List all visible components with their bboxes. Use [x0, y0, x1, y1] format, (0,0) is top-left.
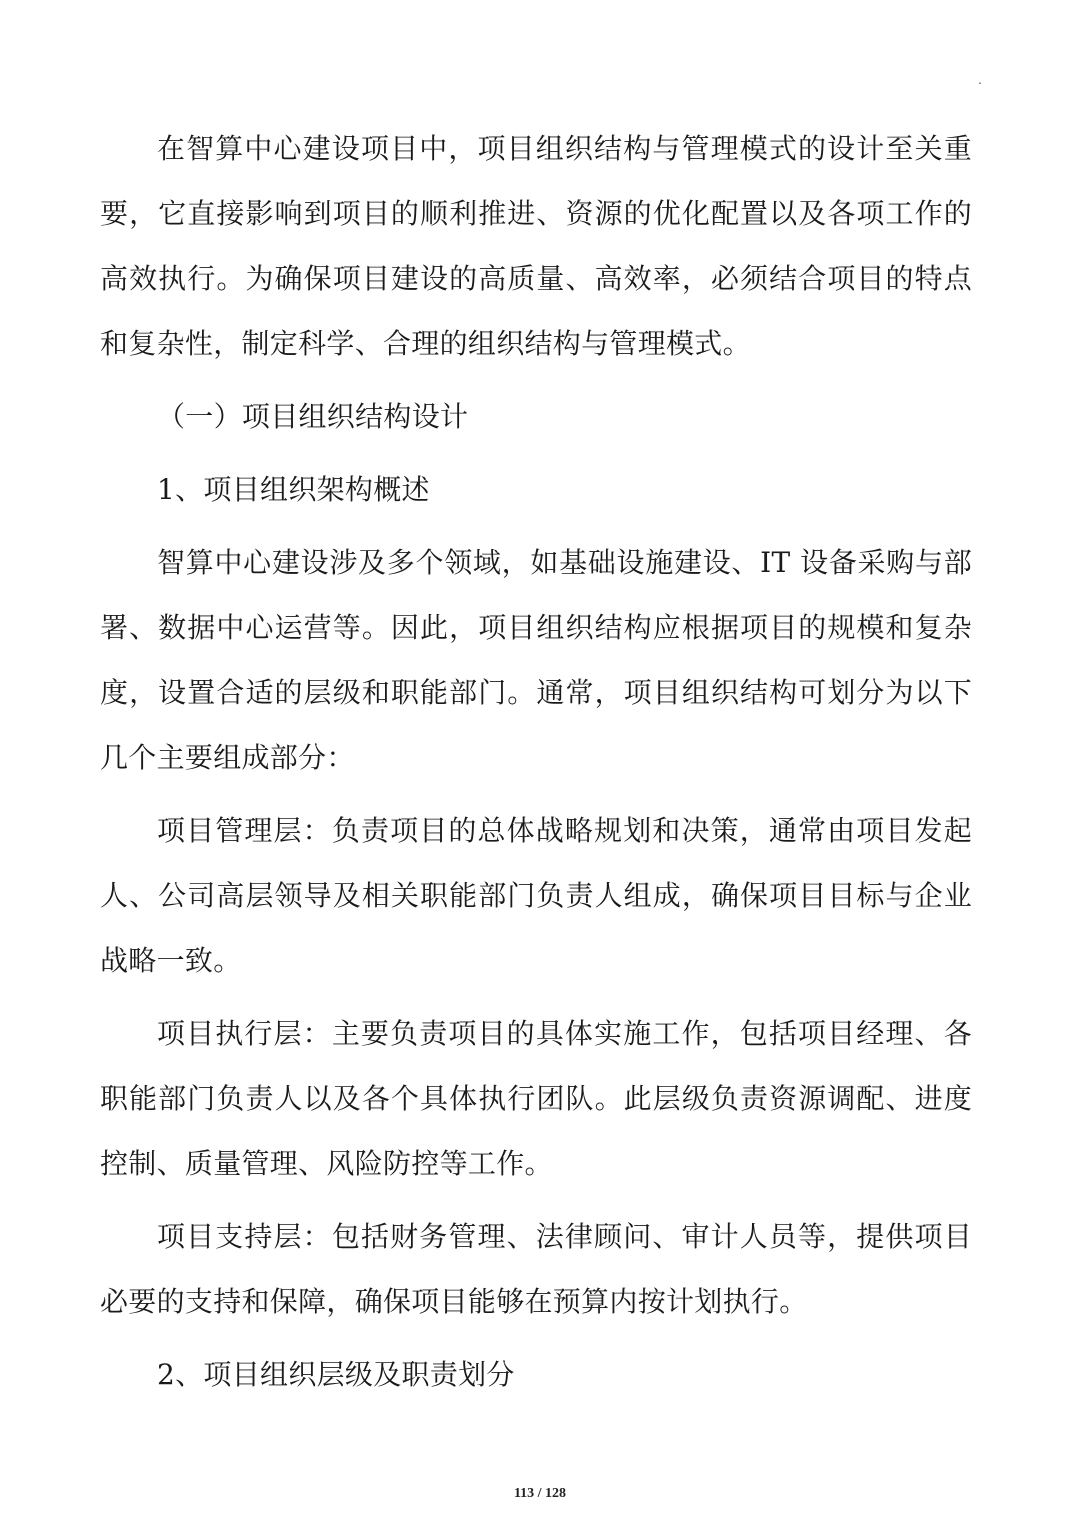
- support-layer-paragraph: 项目支持层：包括财务管理、法律顾问、审计人员等，提供项目必要的支持和保障，确保项目能够在预算内按计划执行。: [100, 1220, 972, 1318]
- execution-layer-paragraph: 项目执行层：主要负责项目的具体实施工作，包括项目经理、各职能部门负责人以及各个具体执行团队。此层级负责资源调配、进度控制、质量管理、风险防控等工作。: [100, 1017, 972, 1180]
- section-heading-org-structure: （一）项目组织结构设计: [157, 400, 469, 433]
- subsection-heading-levels: 2、项目组织层级及职责划分: [157, 1358, 515, 1391]
- document-body: [100, 116, 972, 1407]
- overview-paragraph: 智算中心建设涉及多个领域，如基础设施建设、IT 设备采购与部署、数据中心运营等。因此，项目组织结构应根据项目的规模和复杂度，设置合适的层级和职能部门。通常，项目组织结构可划分为以下几个主要组成部分：: [100, 546, 972, 774]
- page-number: 113 / 128: [513, 1486, 567, 1501]
- management-layer-paragraph: 项目管理层：负责项目的总体战略规划和决策，通常由项目发起人、公司高层领导及相关职能部门负责人组成，确保项目目标与企业战略一致。: [100, 814, 972, 977]
- corner-mark: .: [978, 73, 982, 87]
- intro-paragraph: 在智算中心建设项目中，项目组织结构与管理模式的设计至关重要，它直接影响到项目的顺利推进、资源的优化配置以及各项工作的高效执行。为确保项目建设的高质量、高效率，必须结合项目的特点和复杂性，制定科学、合理的组织结构与管理模式。: [100, 132, 972, 360]
- subsection-heading-overview: 1、项目组织架构概述: [157, 473, 430, 506]
